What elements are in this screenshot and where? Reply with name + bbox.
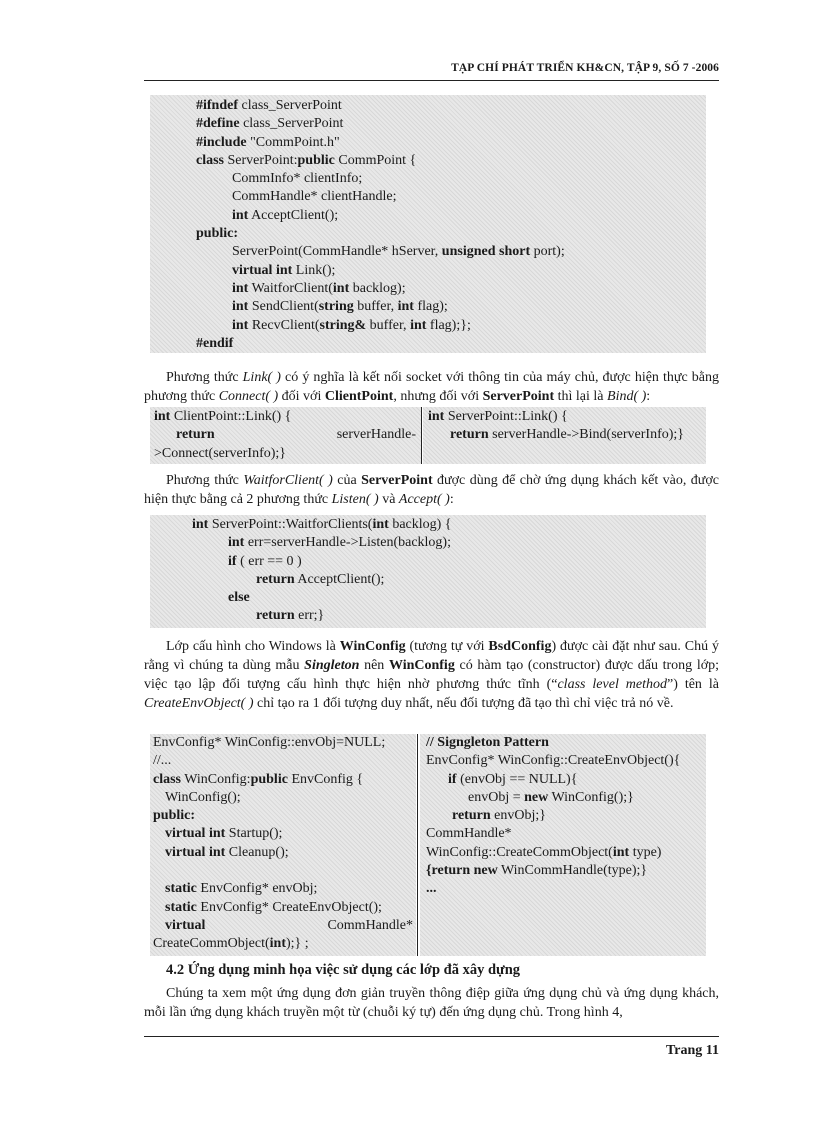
- code-line: else: [228, 590, 250, 606]
- code-line: class ServerPoint:public CommPoint {: [196, 152, 417, 168]
- code-line: return AcceptClient();: [256, 571, 385, 587]
- code-line: if (envObj == NULL){: [448, 771, 578, 787]
- code-line: envObj = new WinConfig();}: [468, 789, 634, 805]
- code-block-waitforclients: [150, 515, 706, 628]
- code-line: #include "CommPoint.h": [196, 134, 340, 150]
- code-line: CommInfo* clientInfo;: [232, 171, 363, 187]
- code-line: if ( err == 0 ): [228, 553, 302, 569]
- paragraph-waitforclient: Phương thức WaitforClient( ) của ServerPoint được dùng để chờ ứng dụng khách kết vào, được hiện thực bằng cả 2 phương thức Listen( ) và Accept( ):: [144, 473, 719, 507]
- column-divider: [421, 407, 422, 464]
- code-line: class WinConfig:public EnvConfig {: [153, 771, 364, 787]
- code-line: int ServerPoint::WaitforClients(int backlog) {: [192, 517, 452, 532]
- code-line: ...: [426, 881, 437, 897]
- code-line: return err;}: [256, 608, 325, 624]
- footer-rule: [144, 1036, 719, 1037]
- code-line: int err=serverHandle->Listen(backlog);: [228, 535, 451, 551]
- code-line: int RecvClient(string& buffer, int flag);};: [232, 317, 471, 333]
- code-line: {return new WinCommHandle(type);}: [426, 863, 648, 879]
- code-line: >Connect(serverInfo);}: [154, 445, 287, 461]
- paragraph-link-method: Phương thức Link( ) có ý nghĩa là kết nối socket với thông tin của máy chủ, được hiện thực bằng phương thức Connect( ) đối với ClientPoint, nhưng đối với ServerPoint thì lại là Bind( ):: [144, 370, 720, 404]
- code-line: #endif: [196, 335, 234, 351]
- section-heading: 4.2 Ứng dụng minh họa việc sử dụng các lớp đã xây dựng: [166, 962, 521, 978]
- code-line: WinConfig();: [165, 789, 241, 805]
- code-line: CommHandle* clientHandle;: [232, 189, 397, 205]
- code-line: static EnvConfig* envObj;: [165, 881, 318, 897]
- code-line: static EnvConfig* CreateEnvObject();: [165, 899, 382, 915]
- code-line: // Signgleton Pattern: [426, 735, 549, 750]
- code-line: public:: [153, 808, 196, 824]
- code-createenvobject: [426, 734, 704, 899]
- code-line: int SendClient(string buffer, int flag);: [232, 299, 448, 315]
- code-line: return envObj;}: [452, 808, 546, 824]
- code-client-link: [154, 408, 416, 463]
- code-line: public:: [196, 226, 239, 242]
- code-line: int AcceptClient();: [232, 207, 339, 223]
- code-server-link: [428, 408, 703, 445]
- code-line: return serverHandle->Bind(serverInfo);}: [450, 427, 684, 443]
- code-line: #define class_ServerPoint: [196, 116, 344, 132]
- code-line: virtual int Startup();: [165, 826, 283, 842]
- header-rule: [144, 80, 719, 81]
- code-line: EnvConfig* WinConfig::envObj=NULL;: [153, 735, 386, 750]
- code-line: int ServerPoint::Link() {: [428, 409, 568, 424]
- code-line: virtual int Link();: [232, 262, 336, 278]
- column-divider: [417, 734, 418, 956]
- code-line: //...: [153, 753, 172, 769]
- code-line: EnvConfig* WinConfig::CreateEnvObject(){: [426, 753, 681, 769]
- code-line: #ifndef class_ServerPoint: [196, 98, 342, 113]
- code-line: CreateCommObject(int);} ;: [153, 936, 309, 952]
- code-line: virtual int Cleanup();: [165, 844, 289, 860]
- code-block-serverpoint-class: [150, 95, 706, 353]
- code-line: WinConfig::CreateCommObject(int type): [426, 844, 662, 860]
- code-winconfig-class: [153, 734, 413, 954]
- code-line: [153, 862, 413, 880]
- code-line: CommHandle*: [426, 826, 512, 842]
- paragraph-demo-app: Chúng ta xem một ứng dụng đơn giản truyền thông điệp giữa ứng dụng chủ và ứng dụng khách, mỗi lần ứng dụng khách truyền một từ (chuỗi ký tự) đến ứng dụng chủ. Trong hình 4,: [144, 986, 719, 1020]
- page-number: Trang 11: [665, 1043, 719, 1058]
- paragraph-winconfig: Lớp cấu hình cho Windows là WinConfig (tương tự với BsdConfig) được cài đặt như sau. Chú ý rằng vì chúng ta dùng mẫu Singleton nên WinConfig có hàm tạo (constructor) được dấu trong lớp; việc tạo lập đối tượng cấu hình thực hiện nhờ phương thức tĩnh (“class level method”) tên là CreateEnvObject( ) chỉ tạo ra 1 đối tượng duy nhất, nếu đối tượng đã tạo thì chỉ việc trả nó về.: [144, 639, 719, 711]
- code-line: virtual CommHandle*: [165, 917, 413, 933]
- code-line: return serverHandle-: [176, 427, 416, 443]
- code-line: int WaitforClient(int backlog);: [232, 280, 406, 296]
- code-line: ServerPoint(CommHandle* hServer, unsigned short port);: [232, 244, 565, 260]
- code-line: int ClientPoint::Link() {: [154, 409, 292, 424]
- journal-header: TẠP CHÍ PHÁT TRIỂN KH&CN, TẬP 9, SỐ 7 -2006: [451, 62, 719, 74]
